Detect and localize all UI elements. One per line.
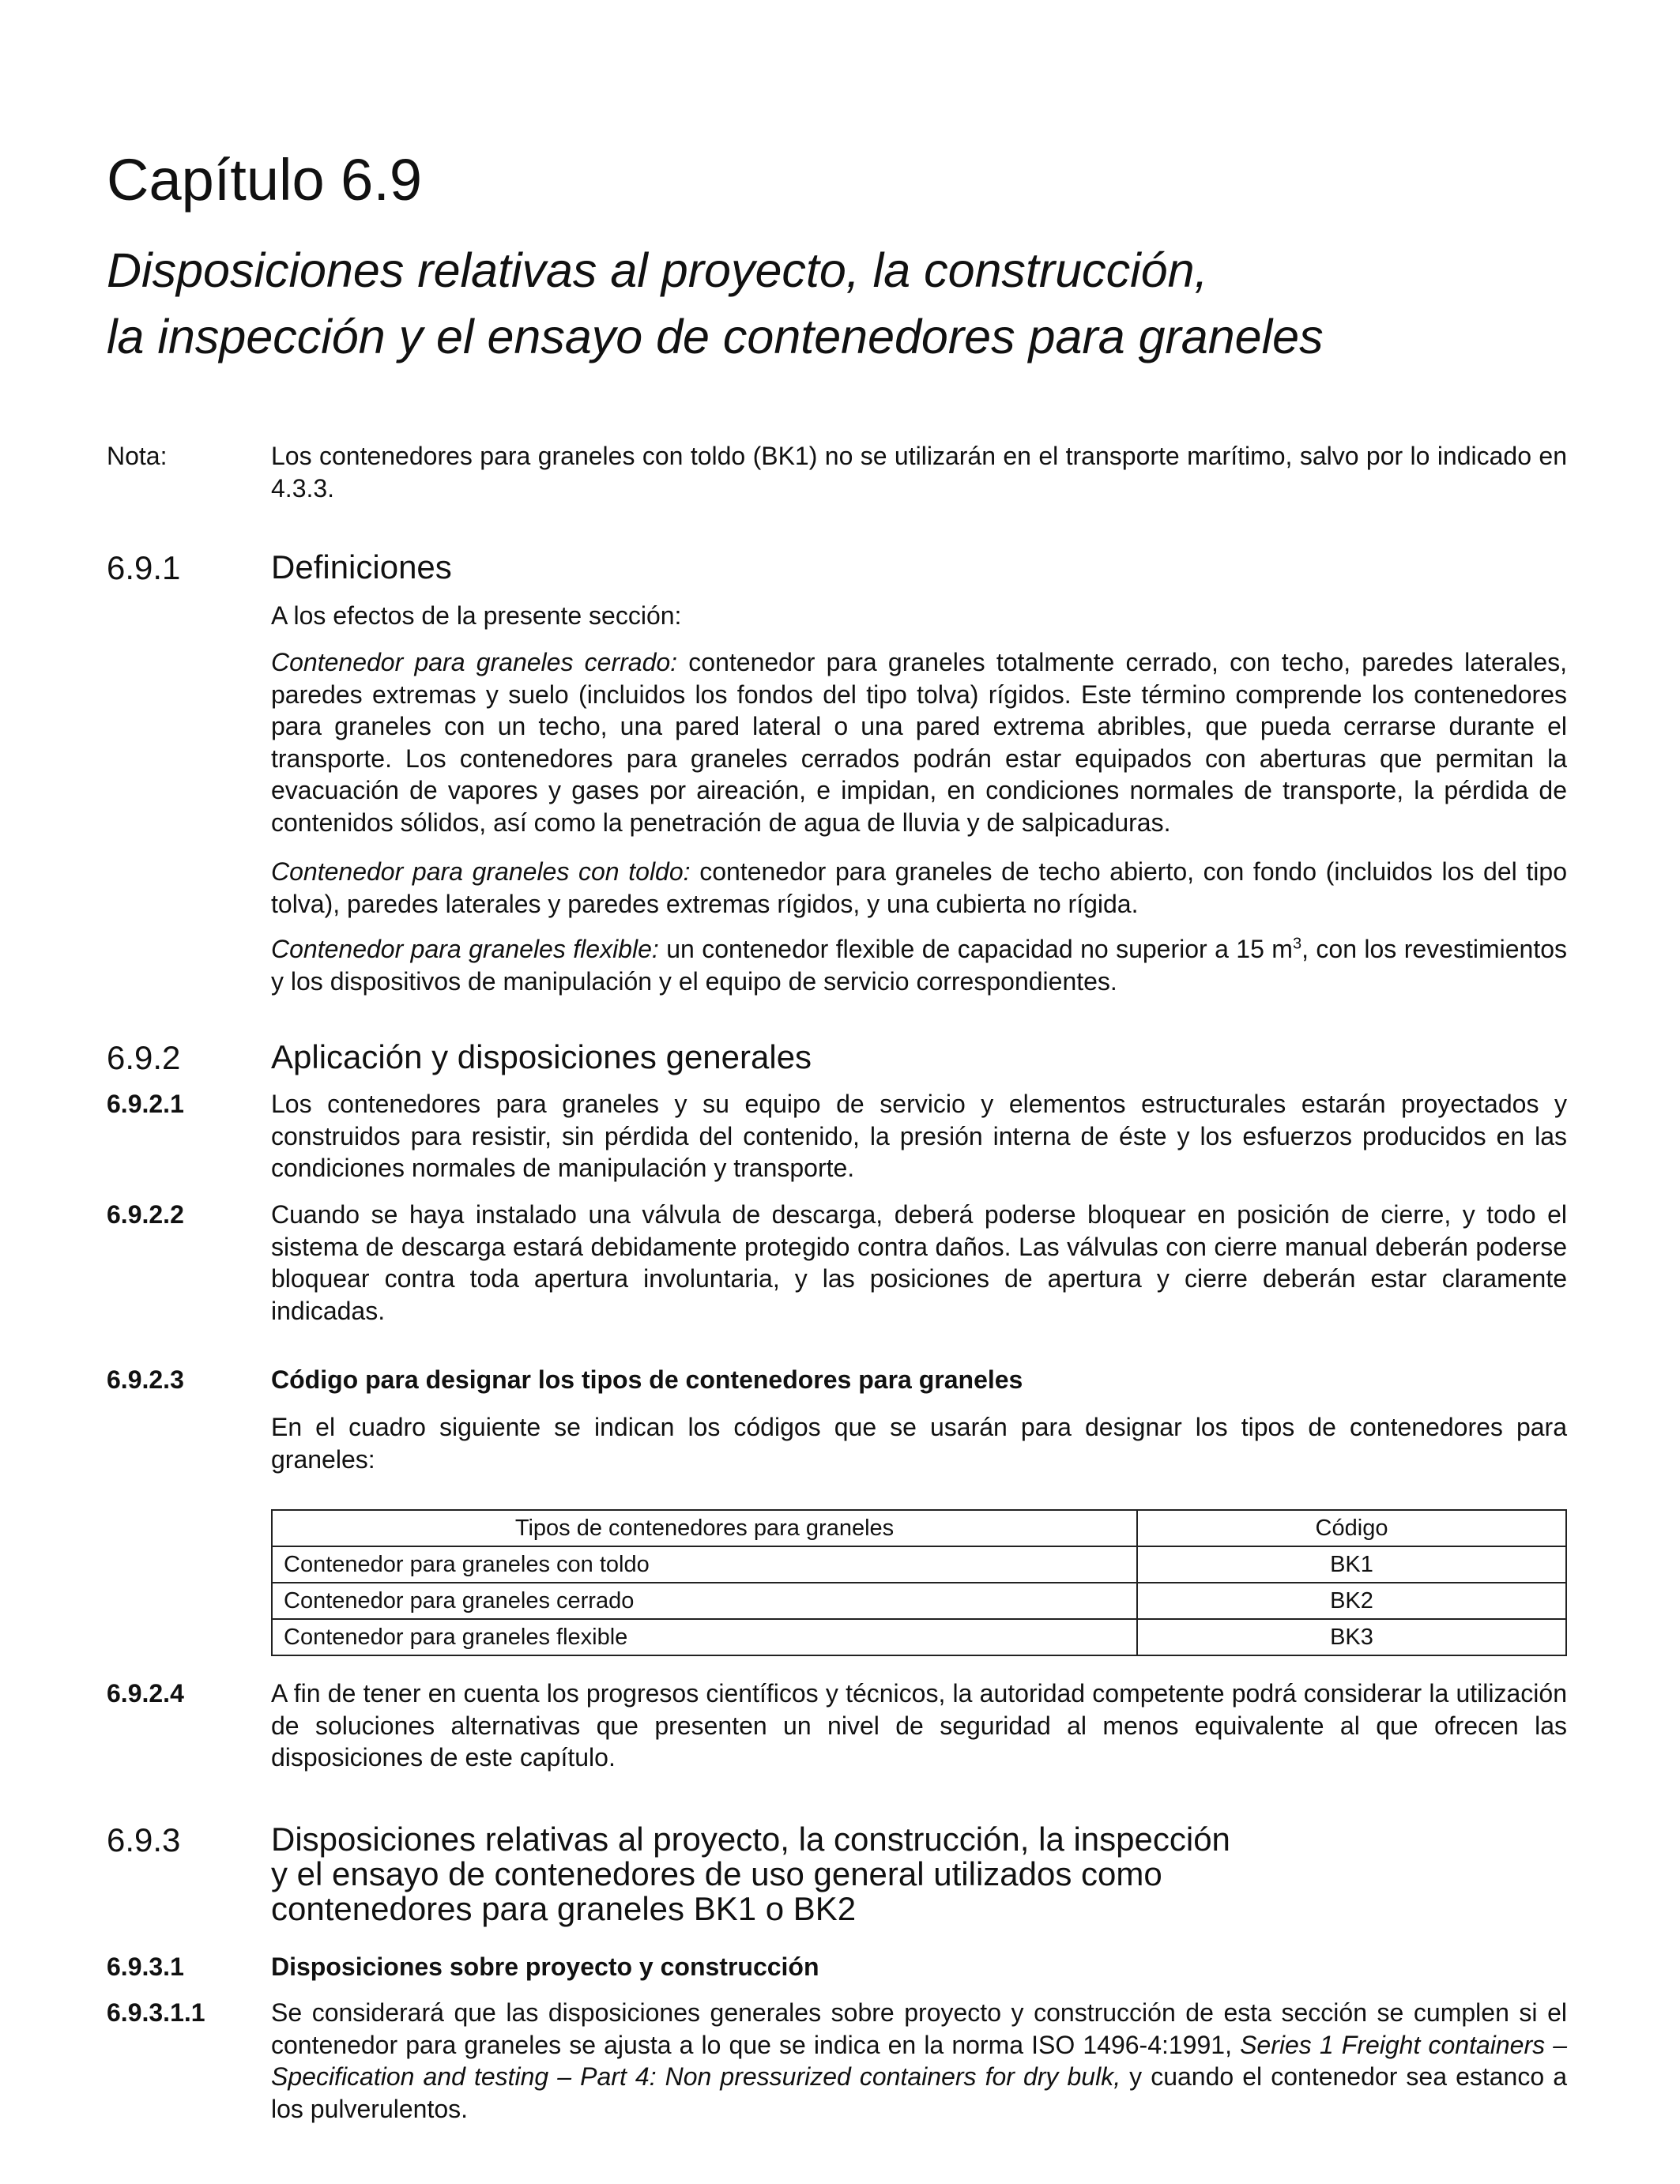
subtitle-line-2: la inspección y el ensayo de contenedores para graneles <box>107 310 1324 363</box>
table-cell-type: Contenedor para graneles cerrado <box>272 1583 1137 1619</box>
table-cell-type: Contenedor para graneles con toldo <box>272 1546 1137 1583</box>
table-cell-code: BK3 <box>1137 1619 1566 1655</box>
definition-term: Contenedor para graneles cerrado: <box>271 648 678 676</box>
table-row <box>272 1546 1566 1583</box>
table-header-code: Código <box>1137 1510 1566 1546</box>
paragraph-number: 6.9.2.4 <box>107 1679 184 1708</box>
paragraph-6923-text: En el cuadro siguiente se indican los códigos que se usarán para designar los tipos de contenedores para graneles: <box>271 1413 1567 1474</box>
definition-closed: Contenedor para graneles cerrado: contenedor para graneles totalmente cerrado, con techo, paredes laterales, paredes extremas y suelo (incluidos los fondos del tipo tolva) rígidos. Este término comprende los contenedores para graneles con un techo, una pared lateral o una pared extrema abribles, que pueda cerrarse durante el transporte. Los contenedores para graneles cerrados podrán estar equipados con aberturas que permitan la evacuación de vapores y gases por aireación, e impidan, en condiciones normales de transporte, la pérdida de contenidos sólidos, así como la penetración de agua de lluvia y de salpicaduras. <box>271 648 1568 837</box>
subtitle-line-1: Disposiciones relativas al proyecto, la construcción, <box>107 243 1208 297</box>
note-label: Nota: <box>107 442 168 470</box>
section-number-691: 6.9.1 <box>107 549 181 586</box>
chapter-subtitle <box>107 237 1608 370</box>
paragraph-6924: A fin de tener en cuenta los progresos científicos y técnicos, la autoridad competente podrá considerar la utilización de soluciones alternativas que presenten un nivel de seguridad al menos equivalente al que ofrecen las disposiciones de este capítulo. <box>271 1679 1567 1772</box>
paragraph-number: 6.9.3.1.1 <box>107 1998 205 2027</box>
paragraph-69311: Se considerará que las disposiciones generales sobre proyecto y construcción de esta sección se cumplen si el contenedor para graneles se ajusta a lo que se indica en la norma ISO 1496-4:1991, Series 1 Freight containers – Specification and testing – Part 4: Non pressurized containers for dry bulk, y cuando el contenedor sea estanco a los pulverulentos. <box>271 1998 1568 2123</box>
definition-flexible: Contenedor para graneles flexible: un contenedor flexible de capacidad no superior a 15 $m^3$, con los revestimientos y los dispositivos de manipulación y el equipo de servicio correspondientes. <box>271 935 1568 996</box>
paragraph-number: 6.9.3.1 <box>107 1952 184 1981</box>
table-cell-code: BK2 <box>1137 1583 1566 1619</box>
note-text: Los contenedores para graneles con toldo (BK1) no se utilizarán en el transporte marítimo, salvo por lo indicado en 4.3.3. <box>271 442 1567 503</box>
definition-sheeted: Contenedor para graneles con toldo: contenedor para graneles de techo abierto, con fondo (incluidos los del tipo tolva), paredes laterales y paredes extremas rígidos, y una cubierta no rígida. <box>271 857 1568 918</box>
paragraph-title-proyecto: Disposiciones sobre proyecto y construcción <box>271 1952 819 1981</box>
table-row <box>272 1583 1566 1619</box>
section-number-693: 6.9.3 <box>107 1821 181 1858</box>
table-cell-type: Contenedor para graneles flexible <box>272 1619 1137 1655</box>
table-row <box>272 1619 1566 1655</box>
section-title-definiciones: Definiciones <box>271 548 452 586</box>
paragraph-title-codigo: Código para designar los tipos de contenedores para graneles <box>271 1365 1023 1394</box>
table-header-type: Tipos de contenedores para graneles <box>272 1510 1137 1546</box>
chapter-title: Capítulo 6.9 <box>107 147 423 213</box>
container-codes-table <box>271 1509 1567 1656</box>
paragraph-number: 6.9.2.1 <box>107 1090 184 1118</box>
definition-term: Contenedor para graneles flexible: <box>271 935 659 963</box>
section-title-693: Disposiciones relativas al proyecto, la construcción, la inspección y el ensayo de contenedores de uso general utilizados como contenedores para graneles BK1 o BK2 <box>271 1821 1230 1927</box>
definitions-intro: A los efectos de la presente sección: <box>271 601 682 630</box>
paragraph-6922: Cuando se haya instalado una válvula de descarga, deberá poderse bloquear en posición de cierre, y todo el sistema de descarga estará debidamente protegido contra daños. Las válvulas con cierre manual deberán poderse bloquear contra toda apertura involuntaria, y las posiciones de apertura y cierre deberán estar claramente indicadas. <box>271 1200 1567 1325</box>
paragraph-number: 6.9.2.2 <box>107 1200 184 1229</box>
table-header-row <box>272 1510 1566 1546</box>
definition-term: Contenedor para graneles con toldo: <box>271 857 691 886</box>
paragraph-number: 6.9.2.3 <box>107 1365 184 1394</box>
section-number-692: 6.9.2 <box>107 1039 181 1076</box>
table-cell-code: BK1 <box>1137 1546 1566 1583</box>
section-title-aplicacion: Aplicación y disposiciones generales <box>271 1038 812 1075</box>
paragraph-6921: Los contenedores para graneles y su equipo de servicio y elementos estructurales estarán proyectados y construidos para resistir, sin pérdida del contenido, la presión interna de éste y los esfuerzos producidos en las condiciones normales de manipulación y transporte. <box>271 1090 1567 1182</box>
